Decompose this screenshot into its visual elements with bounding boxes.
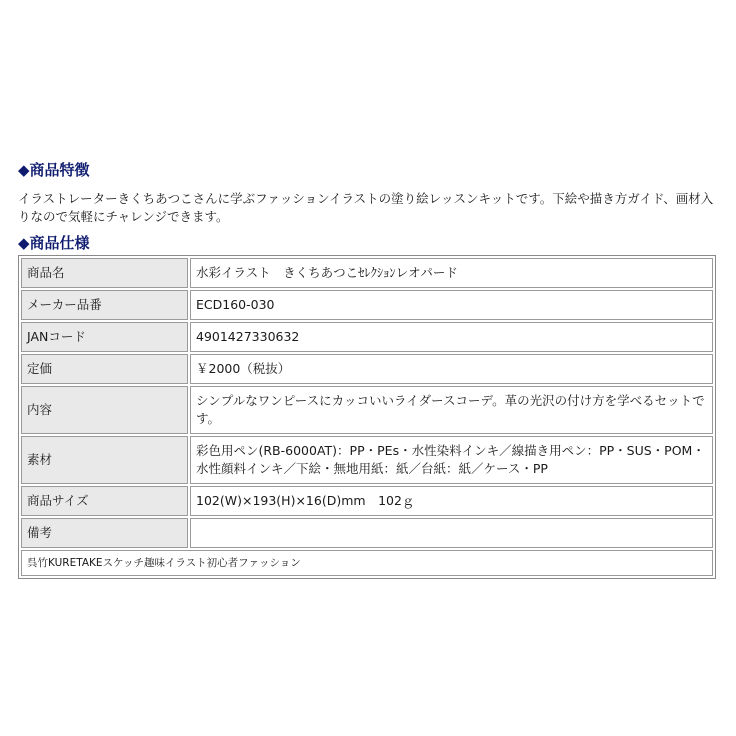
row-label: 商品サイズ <box>21 486 188 516</box>
row-label: 素材 <box>21 436 188 484</box>
row-label: 内容 <box>21 386 188 434</box>
row-label: メーカー品番 <box>21 290 188 320</box>
table-row-size <box>21 486 713 516</box>
table-row-price <box>21 354 713 384</box>
row-value: 4901427330632 <box>190 322 713 352</box>
row-label: 定価 <box>21 354 188 384</box>
table-row-notes <box>21 518 713 548</box>
features-heading: ◆商品特徴 <box>18 161 90 179</box>
table-row-contents <box>21 386 713 434</box>
tags-footer: 呉竹KURETAKEスケッチ趣味イラスト初心者ファッション <box>21 550 713 576</box>
row-label: 備考 <box>21 518 188 548</box>
row-label: 商品名 <box>21 258 188 288</box>
features-description: イラストレーターきくちあつこさんに学ぶファッションイラストの塗り絵レッスンキットです。下絵や描き方ガイド、画材入りなので気軽にチャレンジできます。 <box>18 191 714 224</box>
row-label: JANコード <box>21 322 188 352</box>
row-value: 102(W)×193(H)×16(D)mm 102ｇ <box>190 486 713 516</box>
table-row-maker-code <box>21 290 713 320</box>
row-value: ECD160-030 <box>190 290 713 320</box>
table-row-material <box>21 436 713 484</box>
row-value: シンプルなワンピースにカッコいいライダースコーデ。革の光沢の付け方を学べるセットです。 <box>190 386 713 434</box>
row-value: ￥2000（税抜） <box>190 354 713 384</box>
row-value <box>190 518 713 548</box>
spec-table <box>18 255 716 579</box>
table-row-product-name <box>21 258 713 288</box>
spec-heading: ◆商品仕様 <box>18 234 90 252</box>
table-row-jan-code <box>21 322 713 352</box>
row-value: 彩色用ペン(RB-6000AT)：PP・PEs・水性染料インキ／線描き用ペン：PP・SUS・POM・水性顔料インキ／下絵・無地用紙：紙／台紙：紙／ケース・PP <box>190 436 713 484</box>
row-value: 水彩イラスト きくちあつこｾﾚｸｼｮﾝレオパード <box>190 258 713 288</box>
table-row-tags <box>21 550 713 576</box>
